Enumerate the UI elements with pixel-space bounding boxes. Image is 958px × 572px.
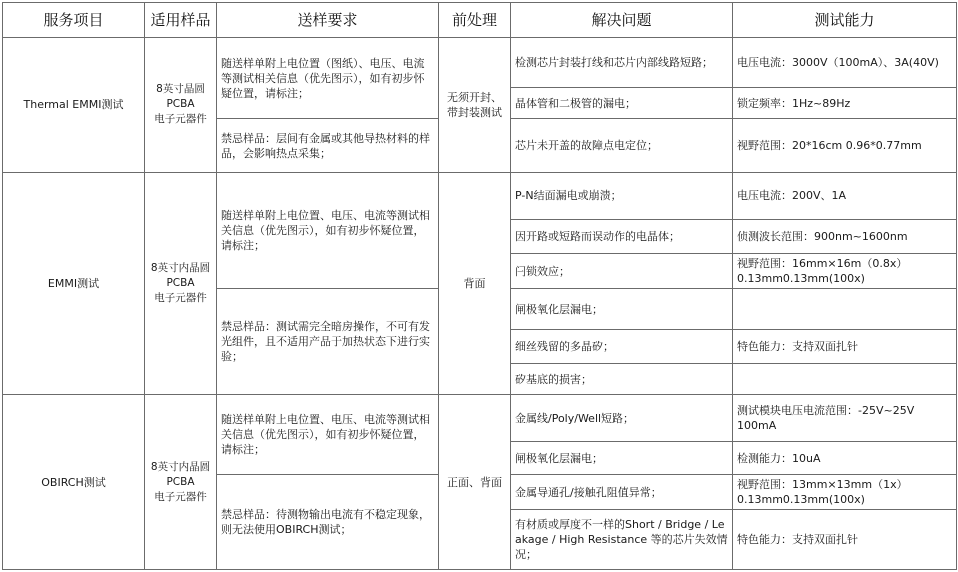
problem-item: P-N结面漏电或崩溃；: [511, 172, 733, 219]
capability-item: 测试模块电压电流范围：-25V~25V 100mA: [733, 395, 957, 442]
capability-item: 锁定频率：1Hz~89Hz: [733, 88, 957, 119]
header-samples: 适用样品: [145, 3, 217, 38]
service-name: EMMI测试: [3, 172, 145, 394]
capability-item: 特色能力：支持双面扎针: [733, 330, 957, 364]
capability-item: [733, 364, 957, 395]
header-pretreatment: 前处理: [439, 3, 511, 38]
capability-item: 检测能力：10uA: [733, 442, 957, 475]
capability-item: 视野范围：16mm×16m（0.8x） 0.13mm0.13mm(100x): [733, 254, 957, 289]
problem-item: 金属线/Poly/Well短路；: [511, 395, 733, 442]
problem-item: 闸极氧化层漏电；: [511, 289, 733, 330]
capability-item: 特色能力：支持双面扎针: [733, 510, 957, 570]
sample-types: 8英寸晶圆 PCBA 电子元器件: [145, 38, 217, 173]
submission-requirement: 随送样单附上电位置（图纸）、电压、电流等测试相关信息（优先图示），如有初步怀疑位置，请标注；: [217, 38, 439, 119]
pretreatment: 正面、背面: [439, 395, 511, 570]
problem-item: 芯片未开盖的故障点电定位；: [511, 119, 733, 173]
problem-item: 因开路或短路而误动作的电晶体；: [511, 220, 733, 254]
service-name: OBIRCH测试: [3, 395, 145, 570]
capability-item: [733, 289, 957, 330]
header-problems: 解决问题: [511, 3, 733, 38]
forbidden-samples: 禁忌样品：层间有金属或其他导热材料的样品，会影响热点采集；: [217, 119, 439, 173]
problem-item: 矽基底的损害；: [511, 364, 733, 395]
pretreatment: 背面: [439, 172, 511, 394]
problem-item: 金属导通孔/接触孔阻值异常；: [511, 475, 733, 510]
header-capability: 测试能力: [733, 3, 957, 38]
problem-item: 闸极氧化层漏电；: [511, 442, 733, 475]
problem-item: 晶体管和二极管的漏电；: [511, 88, 733, 119]
capability-item: 视野范围：20*16cm 0.96*0.77mm: [733, 119, 957, 173]
header-row: [3, 3, 957, 38]
forbidden-samples: 禁忌样品：待测物输出电流有不稳定现象，则无法使用OBIRCH测试；: [217, 475, 439, 570]
header-service: 服务项目: [3, 3, 145, 38]
service-name: Thermal EMMI测试: [3, 38, 145, 173]
table-row: [3, 395, 957, 442]
sample-types: 8英寸内晶圆 PCBA 电子元器件: [145, 172, 217, 394]
capability-item: 侦测波长范围：900nm~1600nm: [733, 220, 957, 254]
capability-item: 电压电流：3000V（100mA）、3A(40V): [733, 38, 957, 88]
sample-types: 8英寸内晶圆 PCBA 电子元器件: [145, 395, 217, 570]
submission-requirement: 随送样单附上电位置、电压、电流等测试相关信息（优先图示），如有初步怀疑位置，请标注；: [217, 395, 439, 475]
header-requirements: 送样要求: [217, 3, 439, 38]
pretreatment: 无须开封、带封装测试: [439, 38, 511, 173]
problem-item: 有材质或厚度不一样的Short / Bridge / Leakage / High Resistance 等的芯片失效情况；: [511, 510, 733, 570]
capability-item: 电压电流：200V、1A: [733, 172, 957, 219]
service-table: [2, 2, 957, 570]
problem-item: 细丝残留的多晶矽；: [511, 330, 733, 364]
problem-item: 检测芯片封装打线和芯片内部线路短路；: [511, 38, 733, 88]
capability-item: 视野范围：13mm×13mm（1x） 0.13mm0.13mm(100x): [733, 475, 957, 510]
problem-item: 闩锁效应；: [511, 254, 733, 289]
table-row: [3, 38, 957, 88]
table-row: [3, 172, 957, 219]
forbidden-samples: 禁忌样品：测试需完全暗房操作，不可有发光组件，且不适用产品于加热状态下进行实验；: [217, 289, 439, 395]
submission-requirement: 随送样单附上电位置、电压、电流等测试相关信息（优先图示），如有初步怀疑位置，请标注；: [217, 172, 439, 288]
